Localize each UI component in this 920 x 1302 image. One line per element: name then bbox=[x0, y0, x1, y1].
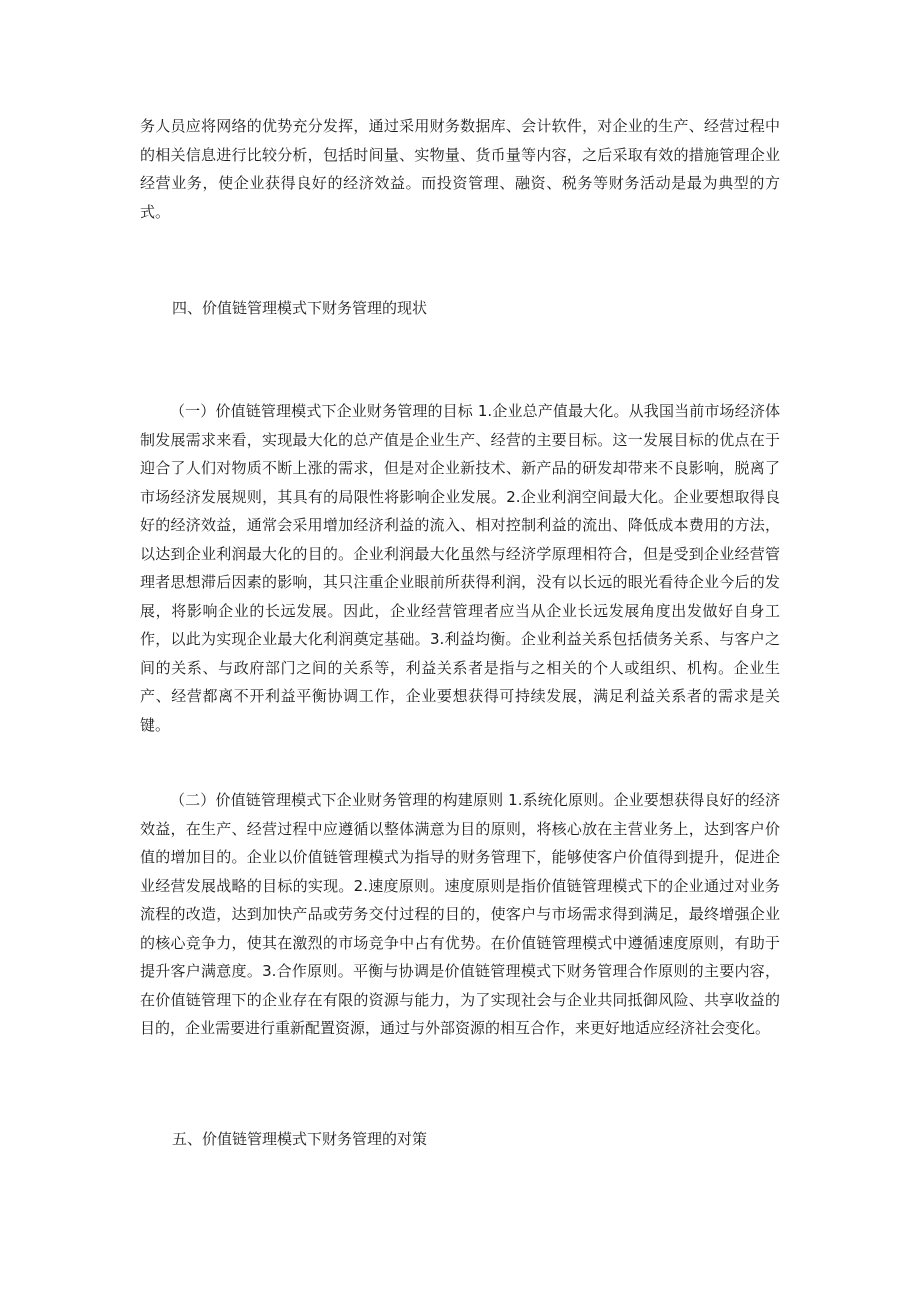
subsection-4-1-paragraph: （一）价值链管理模式下企业财务管理的目标 1.企业总产值最大化。从我国当前市场经济体制发展需求来看，实现最大化的总产值是企业生产、经营的主要目标。这一发展目标的优点在于迎合了人们对物质不断上涨的需求，但是对企业新技术、新产品的研发却带来不良影响，脱离了市场经济发展规则，其具有的局限性将影响企业发展。2.企业利润空间最大化。企业要想取得良好的经济效益，通常会采用增加经济利益的流入、相对控制利益的流出、降低成本费用的方法，以达到企业利润最大化的目的。企业利润最大化虽然与经济学原理相符合，但是受到企业经营管理者思想滞后因素的影响，其只注重企业眼前所获得利润，没有以长远的眼光看待企业今后的发展，将影响企业的长远发展。因此，企业经营管理者应当从企业长远发展角度出发做好自身工作，以此为实现企业最大化利润奠定基础。3.利益均衡。企业利益关系包括债务关系、与客户之间的关系、与政府部门之间的关系等，利益关系者是指与之相关的个人或组织、机构。企业生产、经营都离不开利益平衡协调工作，企业要想获得可持续发展，满足利益关系者的需求是关键。 bbox=[140, 402, 780, 734]
intro-paragraph: 务人员应将网络的优势充分发挥，通过采用财务数据库、会计软件，对企业的生产、经营过程中的相关信息进行比较分析，包括时间量、实物量、货币量等内容，之后采取有效的措施管理企业经营业务，使企业获得良好的经济效益。而投资管理、融资、税务等财务活动是最为典型的方式。 bbox=[140, 117, 780, 221]
section-heading-4: 四、价值链管理模式下财务管理的现状 bbox=[172, 299, 428, 317]
subsection-4-2-paragraph: （二）价值链管理模式下企业财务管理的构建原则 1.系统化原则。企业要想获得良好的经济效益，在生产、经营过程中应遵循以整体满意为目的原则，将核心放在主营业务上，达到客户价值的增加目的。企业以价值链管理模式为指导的财务管理下，能够使客户价值得到提升，促进企业经营发展战略的目标的实现。2.速度原则。速度原则是指价值链管理模式下的企业通过对业务流程的改造，达到加快产品或劳务交付过程的目的，使客户与市场需求得到满足，最终增强企业的核心竞争力，使其在激烈的市场竞争中占有优势。在价值链管理模式中遵循速度原则，有助于提升客户满意度。3.合作原则。平衡与协调是价值链管理模式下财务管理合作原则的主要内容，在价值链管理下的企业存在有限的资源与能力，为了实现社会与企业共同抵御风险、共享收益的目的，企业需要进行重新配置资源，通过与外部资源的相互合作，来更好地适应经济社会变化。 bbox=[140, 791, 780, 1037]
section-heading-5: 五、价值链管理模式下财务管理的对策 bbox=[172, 1130, 428, 1148]
